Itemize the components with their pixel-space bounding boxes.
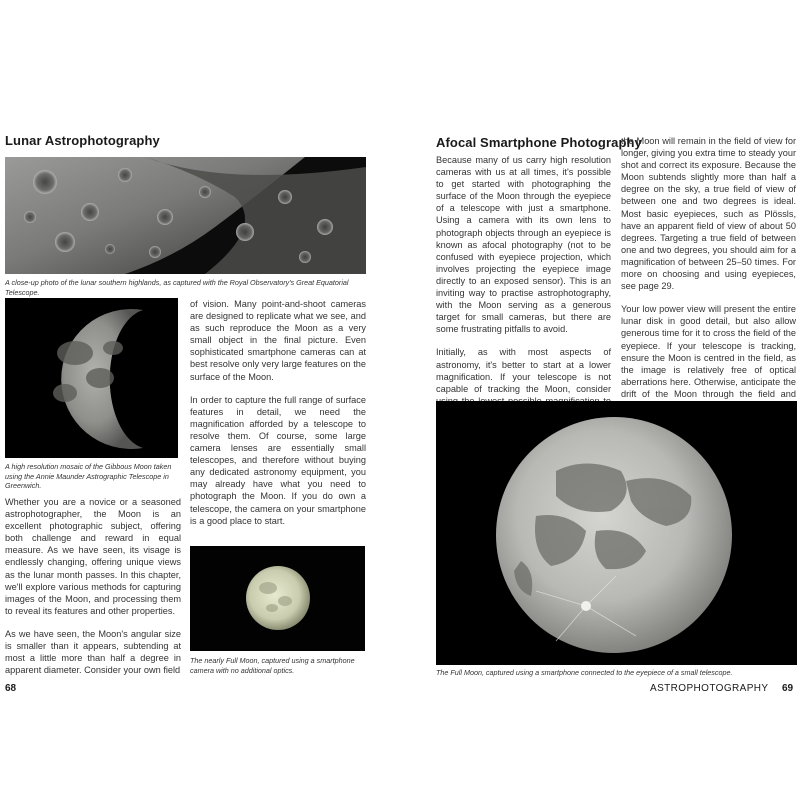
right-page-heading: Afocal Smartphone Photography [436,135,642,150]
gibbous-moon-image [5,298,178,458]
lunar-highlands-photo [5,157,366,274]
gibbous-moon-caption: A high resolution mosaic of the Gibbous Moon taken using the Annie Maunder Astrographic Telescope in Greenwich. [5,462,172,491]
running-head: ASTROPHOTOGRAPHY [650,683,769,694]
paragraph: Your low power view will present the entire lunar disk in good detail, but also allow generous time for it to cross the field of the eyepiece. If your telescope is tracking, ensure the Moon is centred in the field, as the image is relatively free of optical aberrations here. Otherwise, anticipate the drift of the Moon through the field and [621,304,796,399]
full-moon-caption: The Full Moon, captured using a smartphone connected to the eyepiece of a small telescope. [436,668,733,677]
paragraph: In order to capture the full range of surface features in detail, we need the magnification afforded by a telescope to resolve them. Of course, some large camera lenses are essentially small telescopes, and therefore without buying any dedicated astronomy equipment, you may already have what you need to photograph the Moon. If you do own a telescope, the camera on your smartphone is a good place to start. [190,394,366,526]
left-page-heading: Lunar Astrophotography [5,133,160,148]
left-page-number: 68 [5,683,17,694]
right-column-1-text [436,154,611,430]
right-column-2-text [621,135,796,435]
lunar-highlands-caption: A close-up photo of the lunar southern highlands, as captured with the Royal Observatory's Great Equatorial Telescope. [5,278,349,297]
full-moon-image [436,401,797,665]
paragraph: As we have seen, the Moon's angular size is smaller than it appears, subtending at most a little more than half a degree in apparent diameter. Consider your own field [5,628,181,676]
gibbous-moon-photo [5,298,178,458]
nearly-full-moon-photo [190,546,365,651]
paragraph: Initially, as with most aspects of astronomy, it's better to start at a lower magnification. If your telescope is not capable of tracking the Moon, consider [436,347,611,394]
full-moon-photo [436,401,797,665]
left-column-2-text [190,298,366,538]
paragraph: Because many of us carry high resolution cameras with us at all times, it's possible to get started with photographing the surface of the Moon through the eyepiece of a telescope with just a smartphone. Using a camera with its own lens to photograph objects through an eyepiece is known as afocal photography (not to be confused with eyepiece projection, which involves projecting the eyepiece image directly to an exposed sensor). This is an inviting way to practise astrophotography, with the Moon serving as a generous target for small cameras, but there are some frustrating pitfalls to avoid. [436,155,611,335]
nearly-full-moon-caption: The nearly Full Moon, captured using a smartphone camera with no additional optics. [190,656,355,675]
right-page-number: 69 [782,683,794,694]
paragraph: Whether you are a novice or a seasoned astrophotographer, the Moon is an excellent photographic subject, offering both challenge and reward in equal measure. As we have seen, its visage is endlessly changing, offering unique views as the lunar month passes. In this chapter, we'll explore various methods for capturing images of the Moon, and processing them to reveal its features and other properties. [5,497,181,616]
nearly-full-moon-image [190,546,365,651]
paragraph: the Moon will remain in the field of view for longer, giving you extra time to steady your shot and correct its exposure. Because the Moon subtends slightly more than half a degree on the sky, a true field of view of between one and two degrees is ideal. Most basic eyepieces, such as Plössls, have an apparent field of view of about 50 degrees. Targeting a true field of between one and two degrees, you should aim for a magnification of between 25–50 times. For more on choosing and using eyepieces, see page 29. [621,136,796,292]
paragraph: of vision. Many point-and-shoot cameras are designed to replicate what we see, and as such reproduce the Moon as a very small object in the final picture. Even sophisticated smartphone cameras can at best resolve only very large features on the surface of the Moon. [190,299,366,382]
left-column-1-text [5,496,181,687]
lunar-highlands-image [5,157,366,274]
